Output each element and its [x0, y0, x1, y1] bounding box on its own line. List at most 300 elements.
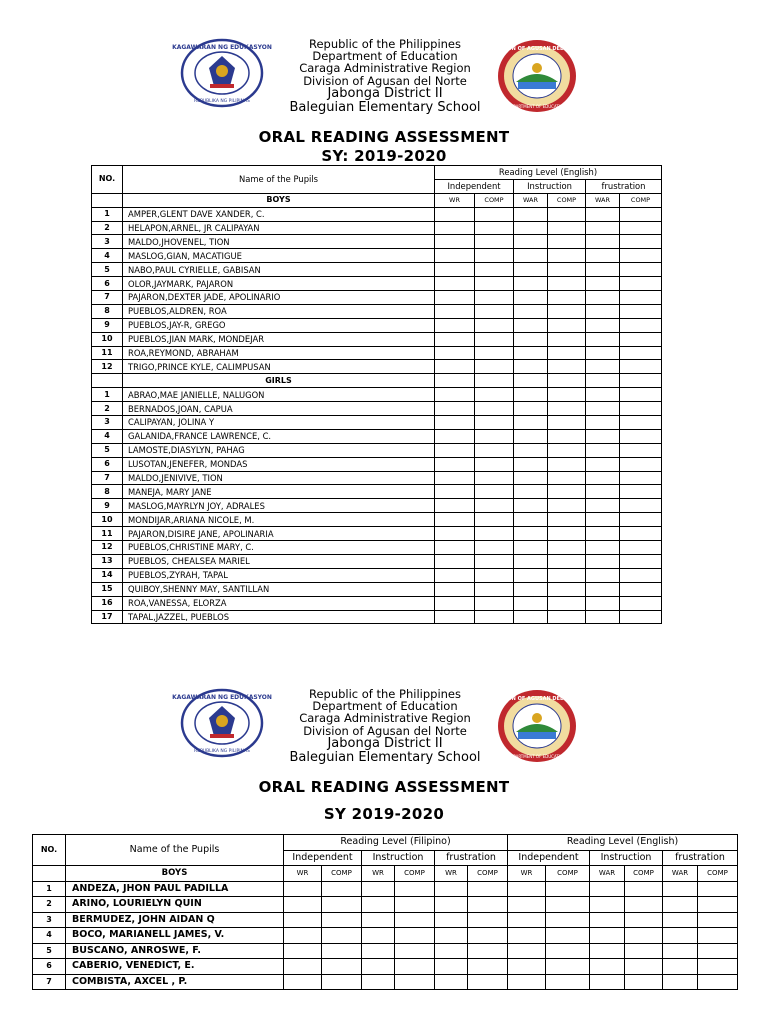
- header-instruction: Instruction: [362, 850, 435, 866]
- table-row: [92, 485, 662, 499]
- score-cell[interactable]: [284, 912, 322, 928]
- score-cell[interactable]: [468, 881, 508, 897]
- score-cell[interactable]: [435, 928, 468, 944]
- score-cell[interactable]: [475, 207, 514, 221]
- score-cell[interactable]: [475, 235, 514, 249]
- score-cell[interactable]: [435, 221, 475, 235]
- score-cell[interactable]: [435, 610, 475, 624]
- score-cell[interactable]: [663, 974, 698, 990]
- pupil-name: MASLOG,GIAN, MACATIGUE: [123, 249, 435, 263]
- score-cell[interactable]: [475, 457, 514, 471]
- score-cell[interactable]: [620, 388, 662, 402]
- score-cell[interactable]: [620, 429, 662, 443]
- score-cell[interactable]: [620, 402, 662, 416]
- score-cell[interactable]: [586, 277, 620, 291]
- score-cell[interactable]: [435, 318, 475, 332]
- score-cell[interactable]: [548, 318, 586, 332]
- score-cell[interactable]: [548, 582, 586, 596]
- score-cell[interactable]: [548, 346, 586, 360]
- header-frustration: frustration: [663, 850, 738, 866]
- score-cell[interactable]: [586, 221, 620, 235]
- row-number: 1: [33, 881, 66, 897]
- pupil-name: LAMOSTE,DIASYLYN, PAHAG: [123, 443, 435, 457]
- score-cell[interactable]: [395, 881, 435, 897]
- row-number: 2: [92, 402, 123, 416]
- score-cell[interactable]: [435, 513, 475, 527]
- score-cell[interactable]: [475, 221, 514, 235]
- score-cell[interactable]: [362, 912, 395, 928]
- score-cell[interactable]: [435, 541, 475, 555]
- score-cell[interactable]: [362, 974, 395, 990]
- score-cell[interactable]: [586, 416, 620, 430]
- score-cell[interactable]: [395, 959, 435, 975]
- score-cell[interactable]: [284, 974, 322, 990]
- score-cell[interactable]: [475, 443, 514, 457]
- score-cell[interactable]: [435, 304, 475, 318]
- score-cell[interactable]: [514, 499, 548, 513]
- svg-text:KAGAWARAN NG EDUKASYON: KAGAWARAN NG EDUKASYON: [172, 44, 272, 51]
- score-cell[interactable]: [435, 897, 468, 913]
- score-cell[interactable]: [475, 318, 514, 332]
- score-cell[interactable]: [284, 959, 322, 975]
- score-cell[interactable]: [590, 974, 625, 990]
- score-cell[interactable]: [508, 881, 546, 897]
- score-cell[interactable]: [590, 959, 625, 975]
- score-cell[interactable]: [548, 332, 586, 346]
- header-reading-level-english: Reading Level (English): [435, 166, 662, 180]
- score-cell[interactable]: [514, 277, 548, 291]
- table-row: [92, 582, 662, 596]
- score-cell[interactable]: [514, 249, 548, 263]
- score-cell[interactable]: [395, 912, 435, 928]
- score-cell[interactable]: [586, 541, 620, 555]
- score-cell[interactable]: [362, 881, 395, 897]
- score-cell[interactable]: [514, 402, 548, 416]
- score-cell[interactable]: [322, 897, 362, 913]
- score-cell[interactable]: [475, 471, 514, 485]
- sub-header: COMP: [475, 193, 514, 207]
- score-cell[interactable]: [514, 541, 548, 555]
- score-cell[interactable]: [435, 263, 475, 277]
- score-cell[interactable]: [435, 443, 475, 457]
- score-cell[interactable]: [322, 974, 362, 990]
- score-cell[interactable]: [435, 360, 475, 374]
- score-cell[interactable]: [475, 485, 514, 499]
- score-cell[interactable]: [590, 943, 625, 959]
- score-cell[interactable]: [586, 471, 620, 485]
- row-number: 16: [92, 596, 123, 610]
- score-cell[interactable]: [698, 928, 738, 944]
- score-cell[interactable]: [625, 897, 663, 913]
- score-cell[interactable]: [663, 959, 698, 975]
- score-cell[interactable]: [284, 897, 322, 913]
- school-line: Baleguian Elementary School: [289, 99, 481, 115]
- score-cell[interactable]: [620, 221, 662, 235]
- score-cell[interactable]: [586, 402, 620, 416]
- score-cell[interactable]: [435, 568, 475, 582]
- score-cell[interactable]: [435, 277, 475, 291]
- score-cell[interactable]: [435, 388, 475, 402]
- score-cell[interactable]: [620, 582, 662, 596]
- score-cell[interactable]: [475, 263, 514, 277]
- score-cell[interactable]: [435, 402, 475, 416]
- score-cell[interactable]: [475, 499, 514, 513]
- pupil-name: BERNADOS,JOAN, CAPUA: [123, 402, 435, 416]
- score-cell[interactable]: [663, 928, 698, 944]
- score-cell[interactable]: [475, 402, 514, 416]
- score-cell[interactable]: [395, 897, 435, 913]
- score-cell[interactable]: [322, 881, 362, 897]
- score-cell[interactable]: [586, 291, 620, 305]
- score-cell[interactable]: [514, 527, 548, 541]
- score-cell[interactable]: [548, 443, 586, 457]
- table-row: [92, 304, 662, 318]
- score-cell[interactable]: [435, 582, 475, 596]
- score-cell[interactable]: [435, 416, 475, 430]
- score-cell[interactable]: [586, 582, 620, 596]
- table-row: [92, 596, 662, 610]
- score-cell[interactable]: [586, 527, 620, 541]
- pupil-name: ABRAO,MAE JANIELLE, NALUGON: [123, 388, 435, 402]
- score-cell[interactable]: [586, 513, 620, 527]
- table-row: [92, 291, 662, 305]
- score-cell[interactable]: [548, 291, 586, 305]
- score-cell[interactable]: [395, 928, 435, 944]
- score-cell[interactable]: [435, 207, 475, 221]
- score-cell[interactable]: [514, 457, 548, 471]
- score-cell[interactable]: [548, 610, 586, 624]
- score-cell[interactable]: [586, 360, 620, 374]
- row-number: 8: [92, 485, 123, 499]
- pupil-name: PUEBLOS,JAY-R, GREGO: [123, 318, 435, 332]
- score-cell[interactable]: [548, 263, 586, 277]
- score-cell[interactable]: [548, 568, 586, 582]
- score-cell[interactable]: [586, 388, 620, 402]
- table-row: [92, 388, 662, 402]
- score-cell[interactable]: [362, 959, 395, 975]
- score-cell[interactable]: [435, 332, 475, 346]
- score-cell[interactable]: [548, 596, 586, 610]
- score-cell[interactable]: [548, 554, 586, 568]
- score-cell[interactable]: [475, 429, 514, 443]
- score-cell[interactable]: [468, 912, 508, 928]
- score-cell[interactable]: [586, 443, 620, 457]
- pupil-name: MALDO,JENIVIVE, TION: [123, 471, 435, 485]
- score-cell[interactable]: [468, 974, 508, 990]
- score-cell[interactable]: [698, 897, 738, 913]
- pupil-name: PUEBLOS, CHEALSEA MARIEL: [123, 554, 435, 568]
- score-cell[interactable]: [586, 304, 620, 318]
- svg-text:REPUBLIKA NG PILIPINAS: REPUBLIKA NG PILIPINAS: [194, 99, 250, 104]
- score-cell[interactable]: [620, 471, 662, 485]
- score-cell[interactable]: [435, 499, 475, 513]
- score-cell[interactable]: [514, 485, 548, 499]
- score-cell[interactable]: [514, 346, 548, 360]
- score-cell[interactable]: [620, 610, 662, 624]
- score-cell[interactable]: [548, 485, 586, 499]
- score-cell[interactable]: [435, 881, 468, 897]
- score-cell[interactable]: [620, 596, 662, 610]
- score-cell[interactable]: [322, 912, 362, 928]
- score-cell[interactable]: [586, 249, 620, 263]
- score-cell[interactable]: [548, 304, 586, 318]
- score-cell[interactable]: [620, 499, 662, 513]
- score-cell[interactable]: [625, 959, 663, 975]
- score-cell[interactable]: [514, 416, 548, 430]
- score-cell[interactable]: [586, 207, 620, 221]
- score-cell[interactable]: [548, 457, 586, 471]
- score-cell[interactable]: [475, 596, 514, 610]
- score-cell[interactable]: [468, 959, 508, 975]
- score-cell[interactable]: [514, 221, 548, 235]
- score-cell[interactable]: [475, 360, 514, 374]
- score-cell[interactable]: [620, 332, 662, 346]
- score-cell[interactable]: [586, 346, 620, 360]
- score-cell[interactable]: [620, 513, 662, 527]
- score-cell[interactable]: [625, 912, 663, 928]
- score-cell[interactable]: [620, 568, 662, 582]
- score-cell[interactable]: [586, 457, 620, 471]
- score-cell[interactable]: [625, 881, 663, 897]
- score-cell[interactable]: [475, 568, 514, 582]
- score-cell[interactable]: [435, 457, 475, 471]
- score-cell[interactable]: [620, 304, 662, 318]
- score-cell[interactable]: [620, 527, 662, 541]
- score-cell[interactable]: [620, 416, 662, 430]
- score-cell[interactable]: [548, 249, 586, 263]
- score-cell[interactable]: [362, 897, 395, 913]
- score-cell[interactable]: [548, 388, 586, 402]
- score-cell[interactable]: [698, 912, 738, 928]
- score-cell[interactable]: [586, 610, 620, 624]
- score-cell[interactable]: [514, 207, 548, 221]
- score-cell[interactable]: [586, 332, 620, 346]
- score-cell[interactable]: [284, 943, 322, 959]
- pupil-name: TAPAL,JAZZEL, PUEBLOS: [123, 610, 435, 624]
- score-cell[interactable]: [663, 943, 698, 959]
- sub-header: WR: [435, 193, 475, 207]
- score-cell[interactable]: [514, 429, 548, 443]
- score-cell[interactable]: [475, 527, 514, 541]
- score-cell[interactable]: [620, 485, 662, 499]
- score-cell[interactable]: [475, 277, 514, 291]
- score-cell[interactable]: [435, 249, 475, 263]
- score-cell[interactable]: [475, 291, 514, 305]
- score-cell[interactable]: [514, 582, 548, 596]
- score-cell[interactable]: [546, 974, 590, 990]
- score-cell[interactable]: [548, 513, 586, 527]
- score-cell[interactable]: [548, 527, 586, 541]
- score-cell[interactable]: [625, 974, 663, 990]
- score-cell[interactable]: [514, 388, 548, 402]
- score-cell[interactable]: [514, 291, 548, 305]
- score-cell[interactable]: [435, 912, 468, 928]
- score-cell[interactable]: [514, 471, 548, 485]
- score-cell[interactable]: [663, 897, 698, 913]
- score-cell[interactable]: [548, 416, 586, 430]
- score-cell[interactable]: [284, 928, 322, 944]
- score-cell[interactable]: [586, 499, 620, 513]
- table-row: [33, 974, 738, 990]
- score-cell[interactable]: [475, 582, 514, 596]
- row-number: 5: [92, 443, 123, 457]
- score-cell[interactable]: [590, 897, 625, 913]
- score-cell[interactable]: [508, 928, 546, 944]
- score-cell[interactable]: [514, 263, 548, 277]
- score-cell[interactable]: [435, 596, 475, 610]
- score-cell[interactable]: [508, 959, 546, 975]
- score-cell[interactable]: [514, 568, 548, 582]
- score-cell[interactable]: [698, 943, 738, 959]
- row-number: 3: [33, 912, 66, 928]
- score-cell[interactable]: [620, 263, 662, 277]
- score-cell[interactable]: [508, 897, 546, 913]
- score-cell[interactable]: [590, 928, 625, 944]
- score-cell[interactable]: [586, 485, 620, 499]
- score-cell[interactable]: [514, 610, 548, 624]
- score-cell[interactable]: [435, 485, 475, 499]
- score-cell[interactable]: [435, 943, 468, 959]
- table-row: [92, 207, 662, 221]
- score-cell[interactable]: [586, 318, 620, 332]
- score-cell[interactable]: [548, 360, 586, 374]
- score-cell[interactable]: [548, 402, 586, 416]
- score-cell[interactable]: [514, 360, 548, 374]
- score-cell[interactable]: [548, 429, 586, 443]
- score-cell[interactable]: [620, 207, 662, 221]
- score-cell[interactable]: [435, 471, 475, 485]
- score-cell[interactable]: [435, 554, 475, 568]
- score-cell[interactable]: [586, 568, 620, 582]
- score-cell[interactable]: [620, 249, 662, 263]
- score-cell[interactable]: [698, 881, 738, 897]
- score-cell[interactable]: [435, 974, 468, 990]
- score-cell[interactable]: [625, 928, 663, 944]
- score-cell[interactable]: [625, 943, 663, 959]
- score-cell[interactable]: [514, 332, 548, 346]
- score-cell[interactable]: [514, 304, 548, 318]
- score-cell[interactable]: [620, 277, 662, 291]
- score-cell[interactable]: [620, 346, 662, 360]
- score-cell[interactable]: [663, 881, 698, 897]
- group-label: GIRLS: [123, 374, 435, 388]
- score-cell[interactable]: [514, 443, 548, 457]
- score-cell[interactable]: [322, 928, 362, 944]
- score-cell[interactable]: [435, 959, 468, 975]
- score-cell[interactable]: [548, 541, 586, 555]
- score-cell[interactable]: [395, 943, 435, 959]
- score-cell[interactable]: [548, 207, 586, 221]
- letterhead-2: [0, 688, 768, 768]
- score-cell[interactable]: [586, 263, 620, 277]
- score-cell[interactable]: [362, 943, 395, 959]
- score-cell[interactable]: [698, 974, 738, 990]
- score-cell[interactable]: [590, 881, 625, 897]
- score-cell[interactable]: [475, 249, 514, 263]
- score-cell[interactable]: [514, 554, 548, 568]
- score-cell[interactable]: [620, 541, 662, 555]
- score-cell[interactable]: [475, 416, 514, 430]
- score-cell[interactable]: [546, 928, 590, 944]
- score-cell[interactable]: [508, 974, 546, 990]
- score-cell[interactable]: [362, 928, 395, 944]
- score-cell[interactable]: [586, 235, 620, 249]
- score-cell[interactable]: [546, 959, 590, 975]
- score-cell[interactable]: [508, 912, 546, 928]
- score-cell[interactable]: [698, 959, 738, 975]
- table-row: [92, 471, 662, 485]
- score-cell[interactable]: [620, 291, 662, 305]
- score-cell[interactable]: [468, 928, 508, 944]
- score-cell[interactable]: [508, 943, 546, 959]
- table-row: [33, 881, 738, 897]
- score-cell[interactable]: [468, 897, 508, 913]
- header-name: Name of the Pupils: [123, 166, 435, 194]
- score-cell[interactable]: [586, 596, 620, 610]
- score-cell[interactable]: [475, 541, 514, 555]
- score-cell[interactable]: [590, 912, 625, 928]
- score-cell[interactable]: [546, 881, 590, 897]
- score-cell[interactable]: [475, 554, 514, 568]
- score-cell[interactable]: [435, 346, 475, 360]
- score-cell[interactable]: [548, 221, 586, 235]
- table-row: [92, 235, 662, 249]
- score-cell[interactable]: [395, 974, 435, 990]
- score-cell[interactable]: [435, 429, 475, 443]
- row-number: 2: [92, 221, 123, 235]
- score-cell[interactable]: [514, 318, 548, 332]
- score-cell[interactable]: [620, 318, 662, 332]
- score-cell[interactable]: [586, 429, 620, 443]
- score-cell[interactable]: [548, 471, 586, 485]
- score-cell[interactable]: [546, 943, 590, 959]
- score-cell[interactable]: [475, 610, 514, 624]
- score-cell[interactable]: [475, 304, 514, 318]
- svg-text:REPUBLIKA NG PILIPINAS: REPUBLIKA NG PILIPINAS: [194, 749, 250, 754]
- score-cell[interactable]: [435, 235, 475, 249]
- score-cell[interactable]: [548, 499, 586, 513]
- score-cell[interactable]: [475, 388, 514, 402]
- score-cell[interactable]: [620, 360, 662, 374]
- score-cell[interactable]: [435, 291, 475, 305]
- row-number: 10: [92, 513, 123, 527]
- sub-header: WR: [362, 866, 395, 882]
- score-cell[interactable]: [546, 912, 590, 928]
- score-cell[interactable]: [435, 527, 475, 541]
- score-cell[interactable]: [475, 332, 514, 346]
- score-cell[interactable]: [663, 912, 698, 928]
- score-cell[interactable]: [322, 943, 362, 959]
- score-cell[interactable]: [586, 554, 620, 568]
- score-cell[interactable]: [468, 943, 508, 959]
- score-cell[interactable]: [475, 513, 514, 527]
- score-cell[interactable]: [548, 277, 586, 291]
- score-cell[interactable]: [548, 235, 586, 249]
- score-cell[interactable]: [284, 881, 322, 897]
- score-cell[interactable]: [514, 513, 548, 527]
- score-cell[interactable]: [546, 897, 590, 913]
- score-cell[interactable]: [322, 959, 362, 975]
- score-cell[interactable]: [475, 346, 514, 360]
- score-cell[interactable]: [620, 235, 662, 249]
- score-cell[interactable]: [620, 443, 662, 457]
- pupil-name: GALANIDA,FRANCE LAWRENCE, C.: [123, 429, 435, 443]
- score-cell[interactable]: [620, 457, 662, 471]
- score-cell[interactable]: [514, 235, 548, 249]
- score-cell[interactable]: [620, 554, 662, 568]
- score-cell[interactable]: [514, 596, 548, 610]
- row-number: 7: [92, 291, 123, 305]
